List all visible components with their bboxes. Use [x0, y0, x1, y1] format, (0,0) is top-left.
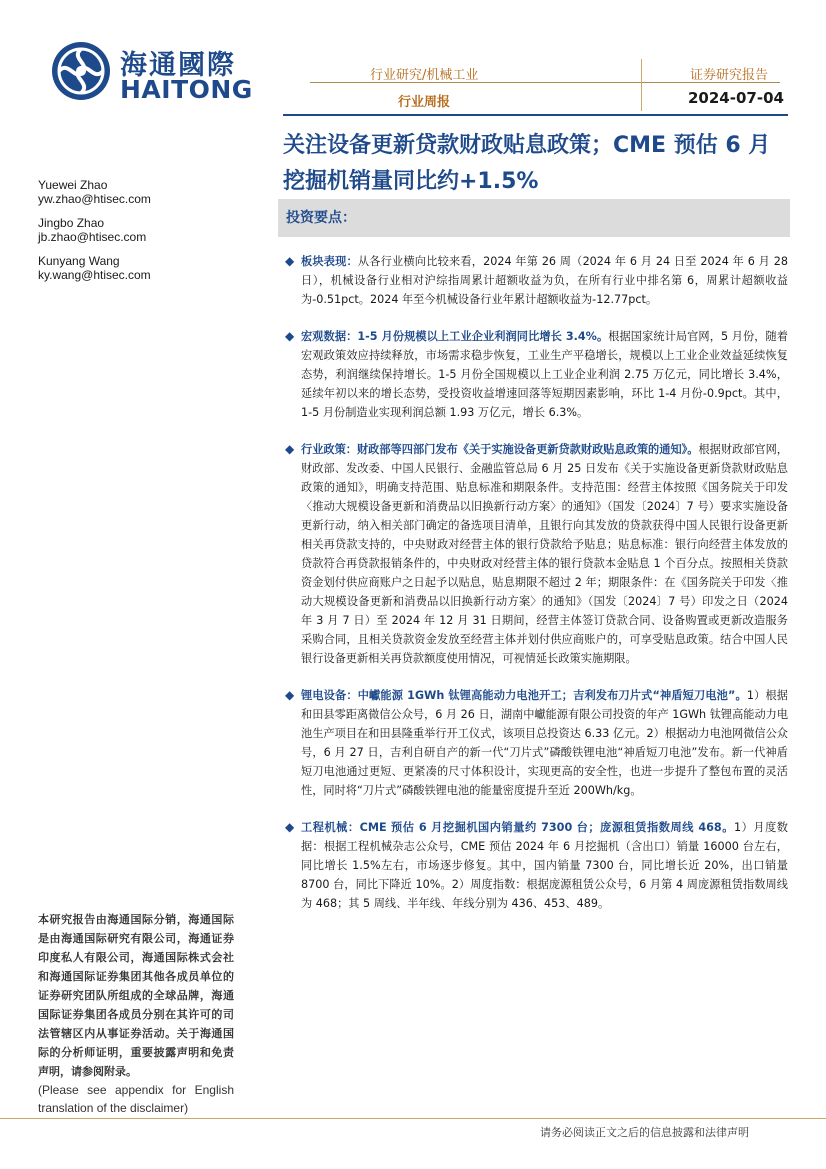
author-email[interactable]: ky.wang@htisec.com	[38, 268, 151, 282]
key-point-body: 从各行业横向比较来看，2024 年第 26 周（2024 年 6 月 24 日至 2024 年 6 月 28 日），机械设备行业相对沪综指周累计超额收益为负，在所有行业中排名第 6，周累计超额收益为-0.51pct。2024 年至今机械设备行业年累计超额收益为-12.77pct。	[301, 255, 788, 306]
author-list	[38, 178, 151, 292]
brand-name-en: HAITONG	[120, 75, 253, 104]
disclaimer	[38, 910, 234, 1117]
author-entry	[38, 178, 151, 206]
disclaimer-cn: 本研究报告由海通国际分销，海通国际是由海通国际研究有限公司，海通证券印度私人有限公司，海通国际株式会社和海通国际证券集团其他各成员单位的证券研究团队所组成的全球品牌，海通国际证券集团各成员分别在其许可的司法管辖区内从事证券活动。关于海通国际的分析师证明，重要披露声明和免责声明，请参阅附录。	[38, 913, 234, 1078]
key-points-title: 投资要点：	[286, 210, 356, 226]
key-point-body: 1）根据和田县零距离微信公众号，6 月 26 日，湖南中巘能源有限公司投资的年产 1GWh 钛锂高能动力电池生产项目在和田县隆重举行开工仪式，该项目总投资达 6.33 亿元。2）根据动力电池网微信公众号，6 月 27 日，吉利自研自产的新一代“刀片式”磷酸铁锂电池“神盾短刀电池”发布。新一代神盾短刀电池通过更短、更紧凑的尺寸体积设计，实现更高的安全性，也进一步提升了整包布置的灵活性，同时将“刀片式”磷酸铁锂电池的能量密度提升至近 200Wh/kg。	[301, 689, 789, 797]
key-points-content	[283, 252, 788, 931]
author-name: Yuewei Zhao	[38, 178, 108, 192]
author-email[interactable]: yw.zhao@htisec.com	[38, 192, 151, 206]
report-date: 2024-07-04	[688, 89, 784, 107]
disclaimer-en: (Please see appendix for English translation of the disclaimer)	[38, 1083, 234, 1115]
author-email[interactable]: jb.zhao@htisec.com	[38, 230, 147, 244]
report-type: 行业周报	[398, 95, 451, 110]
key-point-item	[283, 686, 788, 800]
key-point-item	[283, 440, 788, 668]
diamond-bullet-icon: ◆	[285, 442, 295, 456]
haitong-logo-icon	[50, 40, 112, 102]
key-point-heading: 锂电设备：中巘能源 1GWh 钛锂高能动力电池开工；吉利发布刀片式“神盾短刀电池”。	[301, 689, 747, 702]
author-entry	[38, 254, 151, 282]
key-point-heading: 宏观数据：1-5 月份规模以上工业企业利润同比增长 3.4%。	[301, 330, 609, 343]
key-point-heading: 行业政策：财政部等四部门发布《关于实施设备更新贷款财政贴息政策的通知》。	[301, 443, 699, 456]
author-name: Kunyang Wang	[38, 254, 120, 268]
diamond-bullet-icon: ◆	[285, 688, 295, 702]
author-name: Jingbo Zhao	[38, 216, 105, 230]
report-kind: 证券研究报告	[690, 68, 769, 83]
brand-name-cn: 海通國際	[120, 50, 236, 81]
key-point-heading: 工程机械：CME 预估 6 月挖掘机国内销量约 7300 台；庞源租赁指数周线 468。	[301, 821, 734, 834]
header-rule	[283, 114, 788, 116]
author-entry	[38, 216, 151, 244]
diamond-bullet-icon: ◆	[285, 254, 295, 268]
report-category: 行业研究/机械工业	[370, 68, 479, 83]
footer-rule	[0, 1118, 826, 1119]
key-point-body: 根据国家统计局官网，5 月份，随着宏观政策效应持续释放，市场需求稳步恢复，工业生产平稳增长，规模以上工业企业效益延续恢复态势，利润继续保持增长。1-5 月份全国规模以上工业企业利润 2.75 万亿元，同比增长 3.4%，延续年初以来的增长态势，受投资收益增速回落等短期因素影响，环比 1-4 月份-0.9pct。其中，1-5 月份制造业实现利润总额 1.93 万亿元，增长 6.3%。	[301, 330, 788, 419]
key-point-heading: 板块表现：	[301, 255, 358, 268]
header-divider	[641, 59, 642, 111]
footer-note: 请务必阅读正文之后的信息披露和法律声明	[540, 1126, 749, 1139]
key-point-item	[283, 252, 788, 309]
key-point-body: 1）月度数据：根据工程机械杂志公众号，CME 预估 2024 年 6 月挖掘机（含出口）销量 16000 台左右，同比增长 1.5%左右，市场逐步修复。其中，国内销量 7300 台，同比增长近 20%，出口销量 8700 台，同比下降近 10%。2）周度指数：根据庞源租赁公众号，6 月第 4 周庞源租赁指数周线为 468；其 5 周线、半年线、年线分别为 436、453、489。	[301, 821, 788, 910]
key-point-item	[283, 818, 788, 913]
key-point-body: 根据财政部官网，财政部、发改委、中国人民银行、金融监管总局 6 月 25 日发布《关于实施设备更新贷款财政贴息政策的通知》，明确支持范围、贴息标准和期限条件。支持范围：经营主体按照《国务院关于印发〈推动大规模设备更新和消费品以旧换新行动方案〉的通知》（国发〔2024〕7 号）要求实施设备更新行动，纳入相关部门确定的备选项目清单，且银行向其发放的贷款获得中国人民银行设备更新相关再贷款支持的，中央财政对经营主体的银行贷款给予贴息；贴息标准：银行向经营主体发放的贷款符合再贷款报销条件的，中央财政对经营主体的银行贷款本金贴息 1 个百分点。按照相关贷款资金划付供应商账户之日起予以贴息，贴息期限不超过 2 年；期限条件：在《国务院关于印发〈推动大规模设备更新和消费品以旧换新行动方案〉的通知》（国发〔2024〕7 号）印发之日（2024 年 3 月 7 日）至 2024 年 12 月 31 日期间，经营主体签订贷款合同、设备购置或更新改造服务采购合同，且相关贷款资金发放至经营主体并划付供应商账户的，可享受贴息政策。结合中国人民银行设备更新相关再贷款额度使用情况，可视情延长政策实施期限。	[301, 443, 788, 665]
diamond-bullet-icon: ◆	[285, 329, 295, 343]
key-point-item	[283, 327, 788, 422]
diamond-bullet-icon: ◆	[285, 820, 295, 834]
report-title: 关注设备更新贷款财政贴息政策；CME 预估 6 月挖掘机销量同比约+1.5%	[283, 133, 771, 194]
